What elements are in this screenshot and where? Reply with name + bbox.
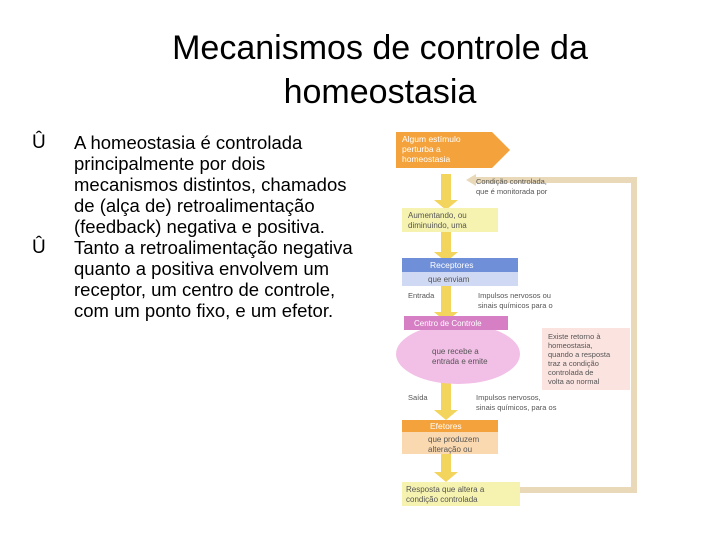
response-line-1: Resposta que altera a [406, 485, 485, 494]
stimulus-line-2: perturba a [402, 144, 441, 154]
return-line-4: traz a condição [548, 359, 599, 368]
output-desc-1: Impulsos nervosos, [476, 393, 541, 402]
output-desc-2: sinais químicos, para os [476, 403, 557, 412]
return-line-3: quando a resposta [548, 350, 611, 359]
input-desc-2: sinais químicos para o [478, 301, 553, 310]
title-line-1: Mecanismos de controle da [172, 29, 588, 67]
arrow-down-1 [434, 174, 458, 210]
increase-line-1: Aumentando, ou [408, 211, 467, 220]
return-line-1: Existe retorno à [548, 332, 601, 341]
effectors-sub-2: alteração ou [428, 445, 473, 454]
return-line-5: controlada de [548, 368, 594, 377]
feedback-arrow-head [466, 174, 476, 186]
feedback-loop-diagram [372, 118, 682, 516]
input-label: Entrada [408, 291, 435, 300]
title-line-2: homeostasia [283, 73, 477, 111]
receptors-label: Receptores [430, 260, 474, 270]
output-label: Saída [408, 393, 428, 402]
slide-title [120, 26, 640, 114]
return-line-2: homeostasia, [548, 341, 593, 350]
stimulus-line-3: homeostasia [402, 154, 451, 164]
stimulus-line-1: Algum estímulo [402, 134, 461, 144]
return-line-6: volta ao normal [548, 377, 600, 386]
bullet-marker: Û [32, 132, 46, 153]
effectors-sub-1: que produzem [428, 435, 480, 444]
bullet-list [32, 132, 372, 321]
control-center-sub-2: entrada e emite [432, 357, 488, 366]
controlled-line-2: que é monitorada por [476, 187, 548, 196]
bullet-marker: Û [32, 237, 46, 258]
bullet-item-2 [32, 237, 372, 321]
control-center-sub-1: que recebe a [432, 347, 479, 356]
increase-line-2: diminuindo, uma [408, 221, 467, 230]
bullet-item-1 [32, 132, 372, 237]
effectors-label: Efetores [430, 421, 462, 431]
arrow-down-5 [434, 454, 458, 482]
control-center-label: Centro de Controle [414, 319, 482, 328]
arrow-down-2 [434, 232, 458, 262]
receptors-sub: que enviam [428, 275, 470, 284]
arrow-down-4 [434, 380, 458, 420]
bullet-text-2: Tanto a retroalimentação negativa quanto a positiva envolvem um receptor, um centro de controle, com um ponto fixo, e um efetor. [74, 237, 353, 321]
bullet-text-1: A homeostasia é controlada principalmente por dois mecanismos distintos, chamados de (alça de) retroalimentação (feedback) negativa e positiva. [74, 132, 347, 237]
input-desc-1: Impulsos nervosos ou [478, 291, 551, 300]
diagram-svg [372, 118, 682, 516]
controlled-line-1: Condição controlada, [476, 177, 547, 186]
response-line-2: condição controlada [406, 495, 478, 504]
